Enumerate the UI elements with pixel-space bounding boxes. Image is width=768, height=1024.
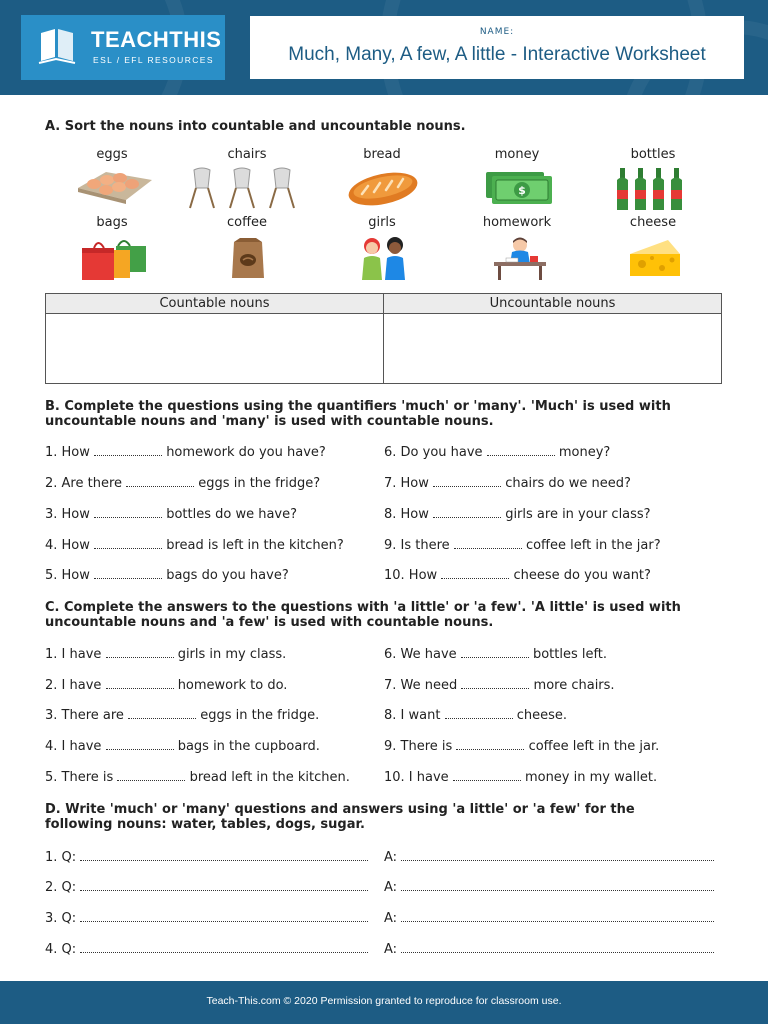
question-b4 xyxy=(45,538,344,553)
answer-c8 xyxy=(384,708,567,723)
shopping-bags-icon xyxy=(80,236,150,280)
question-b5-pre: 5. How xyxy=(45,568,90,583)
countable-nouns-header: Countable nouns xyxy=(46,294,384,314)
section-d-heading xyxy=(45,802,725,832)
answer-c5-post: bread left in the kitchen. xyxy=(189,770,350,785)
write-a4-label: A: xyxy=(384,942,398,957)
noun-label-homework: homework xyxy=(482,215,552,230)
bread-icon xyxy=(346,168,420,208)
section-b-heading xyxy=(45,399,725,429)
answer-c6 xyxy=(384,647,607,662)
question-b2 xyxy=(45,476,320,491)
write-q3-label: 3. Q: xyxy=(45,911,77,926)
section-b-heading-line1: B. Complete the questions using the quantifiers 'much' or 'many'. 'Much' is used with xyxy=(45,399,671,414)
blank-c3[interactable] xyxy=(128,718,196,719)
write-a4 xyxy=(384,942,714,957)
blank-c5[interactable] xyxy=(117,780,185,781)
blank-c7[interactable] xyxy=(461,688,529,689)
question-b3-post: bottles do we have? xyxy=(166,507,297,522)
answer-c10-post: money in my wallet. xyxy=(524,770,658,785)
question-b4-pre: 4. How xyxy=(45,538,90,553)
answer-c5-pre: 5. There is xyxy=(45,770,114,785)
noun-label-chairs: chairs xyxy=(227,147,267,162)
question-b9-post: coffee left in the jar? xyxy=(525,538,661,553)
write-a3 xyxy=(384,911,714,926)
uncountable-nouns-cell[interactable] xyxy=(384,314,722,384)
write-q1-label: 1. Q: xyxy=(45,850,77,865)
section-d-heading-line2: following nouns: water, tables, dogs, sugar. xyxy=(45,817,365,832)
question-b10 xyxy=(384,568,651,583)
blank-c8[interactable] xyxy=(445,718,513,719)
question-b7-pre: 7. How xyxy=(384,476,429,491)
section-c-heading xyxy=(45,600,725,630)
question-b10-post: cheese do you want? xyxy=(513,568,651,583)
write-q2-blank[interactable] xyxy=(80,890,368,891)
question-b2-pre: 2. Are there xyxy=(45,476,123,491)
write-q1 xyxy=(45,850,368,865)
question-b8 xyxy=(384,507,651,522)
logo-title: TEACHTHIS xyxy=(91,27,222,52)
question-b2-post: eggs in the fridge? xyxy=(198,476,321,491)
blank-b6[interactable] xyxy=(487,455,555,456)
question-b6-pre: 6. Do you have xyxy=(384,445,483,460)
answer-c8-post: cheese. xyxy=(516,708,568,723)
answer-c9 xyxy=(384,739,659,754)
question-b7-post: chairs do we need? xyxy=(505,476,631,491)
answer-c3-post: eggs in the fridge. xyxy=(200,708,320,723)
blank-c10[interactable] xyxy=(453,780,521,781)
blank-b8[interactable] xyxy=(433,517,501,518)
question-b3-pre: 3. How xyxy=(45,507,90,522)
answer-c7 xyxy=(384,678,615,693)
write-a2 xyxy=(384,880,714,895)
egg-carton-icon xyxy=(76,166,154,206)
write-q2 xyxy=(45,880,368,895)
write-q3 xyxy=(45,911,368,926)
answer-c1 xyxy=(45,647,286,662)
question-b3 xyxy=(45,507,297,522)
noun-label-coffee: coffee xyxy=(226,215,268,230)
answer-c8-pre: 8. I want xyxy=(384,708,441,723)
write-a3-label: A: xyxy=(384,911,398,926)
homework-student-icon xyxy=(492,236,548,280)
blank-c4[interactable] xyxy=(106,749,174,750)
answer-c4-post: bags in the cupboard. xyxy=(177,739,320,754)
bottles-icon xyxy=(614,166,690,212)
answer-c7-pre: 7. We need xyxy=(384,678,458,693)
answer-c6-pre: 6. We have xyxy=(384,647,457,662)
answer-c3 xyxy=(45,708,319,723)
noun-label-bread: bread xyxy=(363,147,401,162)
question-b4-post: bread is left in the kitchen? xyxy=(166,538,344,553)
write-q2-label: 2. Q: xyxy=(45,880,77,895)
question-b8-post: girls are in your class? xyxy=(505,507,651,522)
blank-c9[interactable] xyxy=(456,749,524,750)
write-q1-blank[interactable] xyxy=(80,860,368,861)
question-b6-post: money? xyxy=(558,445,611,460)
answer-c3-pre: 3. There are xyxy=(45,708,124,723)
answer-c9-post: coffee left in the jar. xyxy=(528,739,660,754)
money-icon xyxy=(484,170,556,208)
question-b1-post: homework do you have? xyxy=(166,445,326,460)
write-a1-blank[interactable] xyxy=(401,860,714,861)
footer-copyright: Teach-This.com © 2020 Permission granted to reproduce for classroom use. xyxy=(206,995,562,1007)
noun-label-cheese: cheese xyxy=(629,215,677,230)
question-b1 xyxy=(45,445,326,460)
header-banner xyxy=(0,0,768,95)
noun-label-girls: girls xyxy=(368,215,396,230)
sort-table xyxy=(45,293,722,384)
write-q3-blank[interactable] xyxy=(80,921,368,922)
section-a-heading: A. Sort the nouns into countable and uncountable nouns. xyxy=(45,119,466,134)
svg-text:$: $ xyxy=(518,184,526,197)
answer-c5 xyxy=(45,770,350,785)
blank-b1[interactable] xyxy=(94,455,162,456)
blank-b5[interactable] xyxy=(94,578,162,579)
answer-c2 xyxy=(45,678,287,693)
footer-bar xyxy=(0,981,768,1024)
worksheet-title: Much, Many, A few, A little - Interactive Worksheet xyxy=(288,44,706,65)
noun-label-money: money xyxy=(494,147,540,162)
blank-c6[interactable] xyxy=(461,657,529,658)
book-logo-icon xyxy=(37,27,77,67)
cheese-icon xyxy=(628,238,682,278)
answer-c6-post: bottles left. xyxy=(532,647,608,662)
noun-label-eggs: eggs xyxy=(96,147,128,162)
blank-b2[interactable] xyxy=(126,486,194,487)
section-b-heading-line2: uncountable nouns and 'many' is used with countable nouns. xyxy=(45,414,494,429)
write-a2-blank[interactable] xyxy=(401,890,714,891)
question-b6 xyxy=(384,445,610,460)
question-b1-pre: 1. How xyxy=(45,445,90,460)
question-b7 xyxy=(384,476,631,491)
answer-c10 xyxy=(384,770,657,785)
blank-b3[interactable] xyxy=(94,517,162,518)
answer-c4 xyxy=(45,739,320,754)
write-a1-label: A: xyxy=(384,850,398,865)
question-b9 xyxy=(384,538,661,553)
blank-b9[interactable] xyxy=(454,548,522,549)
blank-c1[interactable] xyxy=(106,657,174,658)
answer-c9-pre: 9. There is xyxy=(384,739,453,754)
write-q4-blank[interactable] xyxy=(80,952,368,953)
write-q4 xyxy=(45,942,368,957)
write-q4-label: 4. Q: xyxy=(45,942,77,957)
girls-icon xyxy=(358,236,410,280)
answer-c7-post: more chairs. xyxy=(533,678,615,693)
section-c-heading-line2: uncountable nouns and 'a few' is used with countable nouns. xyxy=(45,615,494,630)
answer-c4-pre: 4. I have xyxy=(45,739,102,754)
uncountable-nouns-header: Uncountable nouns xyxy=(384,294,722,314)
answer-c10-pre: 10. I have xyxy=(384,770,449,785)
write-a1 xyxy=(384,850,714,865)
question-b9-pre: 9. Is there xyxy=(384,538,450,553)
answer-c2-pre: 2. I have xyxy=(45,678,102,693)
question-b5 xyxy=(45,568,289,583)
chairs-icon xyxy=(186,166,308,210)
blank-b4[interactable] xyxy=(94,548,162,549)
blank-c2[interactable] xyxy=(106,688,174,689)
question-b10-pre: 10. How xyxy=(384,568,438,583)
answer-c1-post: girls in my class. xyxy=(177,647,287,662)
blank-b10[interactable] xyxy=(441,578,509,579)
blank-b7[interactable] xyxy=(433,486,501,487)
coffee-bag-icon xyxy=(230,236,266,280)
teachthis-logo xyxy=(21,15,225,80)
name-label: NAME: xyxy=(479,27,515,37)
write-a4-blank[interactable] xyxy=(401,952,714,953)
countable-nouns-cell[interactable] xyxy=(46,314,384,384)
section-d-heading-line1: D. Write 'much' or 'many' questions and answers using 'a little' or 'a few' for the xyxy=(45,802,635,817)
title-box xyxy=(250,16,744,79)
answer-c1-pre: 1. I have xyxy=(45,647,102,662)
write-a3-blank[interactable] xyxy=(401,921,714,922)
section-c-heading-line1: C. Complete the answers to the questions with 'a little' or 'a few'. 'A little' is used with xyxy=(45,600,681,615)
question-b8-pre: 8. How xyxy=(384,507,429,522)
question-b5-post: bags do you have? xyxy=(166,568,289,583)
logo-subtitle: ESL / EFL RESOURCES xyxy=(93,55,214,65)
noun-label-bottles: bottles xyxy=(630,147,676,162)
write-a2-label: A: xyxy=(384,880,398,895)
answer-c2-post: homework to do. xyxy=(177,678,288,693)
noun-label-bags: bags xyxy=(96,215,128,230)
